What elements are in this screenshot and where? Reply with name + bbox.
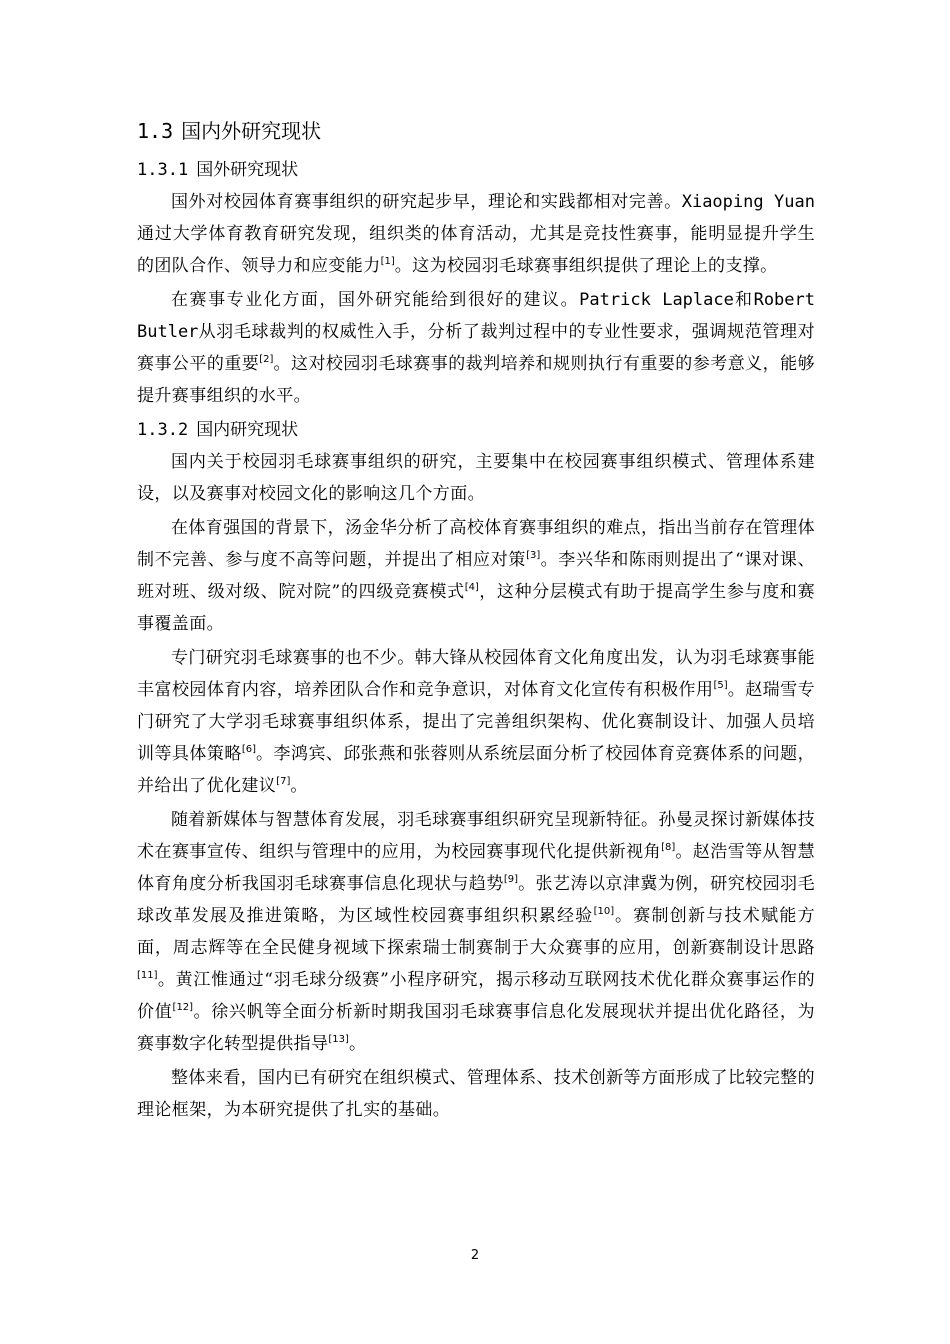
text-span: 。这为校园羽毛球赛事组织提供了理论上的支撑。 [394,256,778,276]
section-number: 1.3 [137,119,174,143]
page-content [137,112,815,1128]
paragraph-foreign-2 [137,284,815,412]
citation-ref: [12] [172,1002,194,1013]
paragraph-foreign-1 [137,186,815,282]
text-span: 。李鸿宾、邱张燕和张蓉则从系统层面分析了校园体育竞赛体系的问题，并给出了优化建议 [137,744,815,796]
text-span: 在赛事专业化方面，国外研究能给到很好的建议。 [171,290,580,310]
text-span: 。黄江惟通过“羽毛球分级赛”小程序研究，揭示移动互联网技术优化群众赛事运作的价值 [137,970,815,1022]
paragraph-domestic-5 [137,1062,815,1126]
section-title: 国内外研究现状 [181,119,322,143]
text-span: 。徐兴帆等全面分析新时期我国羽毛球赛事信息化发展现状并提出优化路径，为赛事数字化转型提供指导 [137,1002,815,1054]
text-span: 从羽毛球裁判的权威性入手，分析了裁判过程中的专业性要求，强调规范管理对赛事公平的重要 [137,322,815,374]
text-span: 。赵浩雪等从智慧体育角度分析我国羽毛球赛事信息化现状与趋势 [137,842,816,894]
section-heading [137,112,815,150]
text-span: 国内关于校园羽毛球赛事组织的研究，主要集中在校园赛事组织模式、管理体系建设，以及赛事对校园文化的影响这几个方面。 [137,452,815,504]
citation-ref: [11] [137,970,158,981]
page-number: 2 [470,1248,480,1263]
paragraph-domestic-1 [137,446,815,510]
text-span: 在体育强国的背景下，汤金华分析了高校体育赛事组织的难点，指出当前存在管理体制不完善、参与度不高等问题，并提出了相应对策 [137,518,815,570]
subsection-title: 国外研究现状 [196,160,299,180]
paragraph-domestic-3 [137,642,815,802]
text-span: 通过大学体育教育研究发现，组织类的体育活动，尤其是竞技性赛事，能明显提升学生的团队合作、领导力和应变能力 [137,224,815,276]
citation-ref: [5] [713,680,728,691]
citation-ref: [7] [276,776,291,787]
text-span: 和 [733,290,754,310]
citation-ref: [13] [328,1034,349,1045]
text-span: 。这对校园羽毛球赛事的裁判培养和规则执行有重要的参考意义，能够提升赛事组织的水平。 [137,354,815,406]
citation-ref: [4] [464,582,479,593]
text-span: 整体来看，国内已有研究在组织模式、管理体系、技术创新等方面形成了比较完整的理论框架，为本研究提供了扎实的基础。 [137,1068,815,1120]
subsection-heading-domestic [137,414,815,446]
subsection-number: 1.3.1 [137,160,189,180]
text-span: 。李兴华和陈雨则提出了“课对课、班对班、级对级、院对院”的四级竞赛模式 [137,550,815,602]
text-span: 随着新媒体与智慧体育发展，羽毛球赛事组织研究呈现新特征。孙曼灵探讨新媒体技术在赛事宣传、组织与管理中的应用，为校园赛事现代化提供新视角 [137,810,815,862]
citation-ref: [3] [526,550,541,561]
text-span: 。张艺涛以京津冀为例，研究校园羽毛球改革发展及推进策略，为区域性校园赛事组织积累经验 [137,874,815,926]
text-span: 。 [348,1034,367,1054]
subsection-heading-foreign [137,154,815,186]
author-name: Xiaoping Yuan [681,192,815,212]
citation-ref: [8] [661,842,676,853]
paragraph-domestic-2 [137,512,815,640]
citation-ref: [6] [241,744,256,755]
subsection-number: 1.3.2 [137,420,189,440]
text-span: 。赵瑞雪专门研究了大学羽毛球赛事组织体系，提出了完善组织架构、优化赛制设计、加强人员培训等具体策略 [137,680,816,764]
citation-ref: [9] [503,874,519,885]
text-span: 。 [290,776,308,796]
text-span: ，这种分层模式有助于提高学生参与度和赛事覆盖面。 [137,582,815,634]
subsection-title: 国内研究现状 [196,420,299,440]
author-name: Robert Butler [137,290,815,342]
author-name: Patrick Laplace [579,290,734,310]
text-span: 。赛制创新与技术赋能方面，周志辉等在全民健身视域下探索瑞士制赛制于大众赛事的应用，创新赛制设计思路 [137,906,816,958]
citation-ref: [10] [593,906,615,917]
citation-ref: [2] [259,354,274,365]
citation-ref: [1] [380,256,395,267]
paragraph-domestic-4 [137,804,815,1060]
text-span: 专门研究羽毛球赛事的也不少。韩大锋从校园体育文化角度出发，认为羽毛球赛事能丰富校园体育内容，培养团队合作和竞争意识，对体育文化宣传有积极作用 [137,648,815,700]
text-span: 国外对校园体育赛事组织的研究起步早，理论和实践都相对完善。 [171,192,682,212]
